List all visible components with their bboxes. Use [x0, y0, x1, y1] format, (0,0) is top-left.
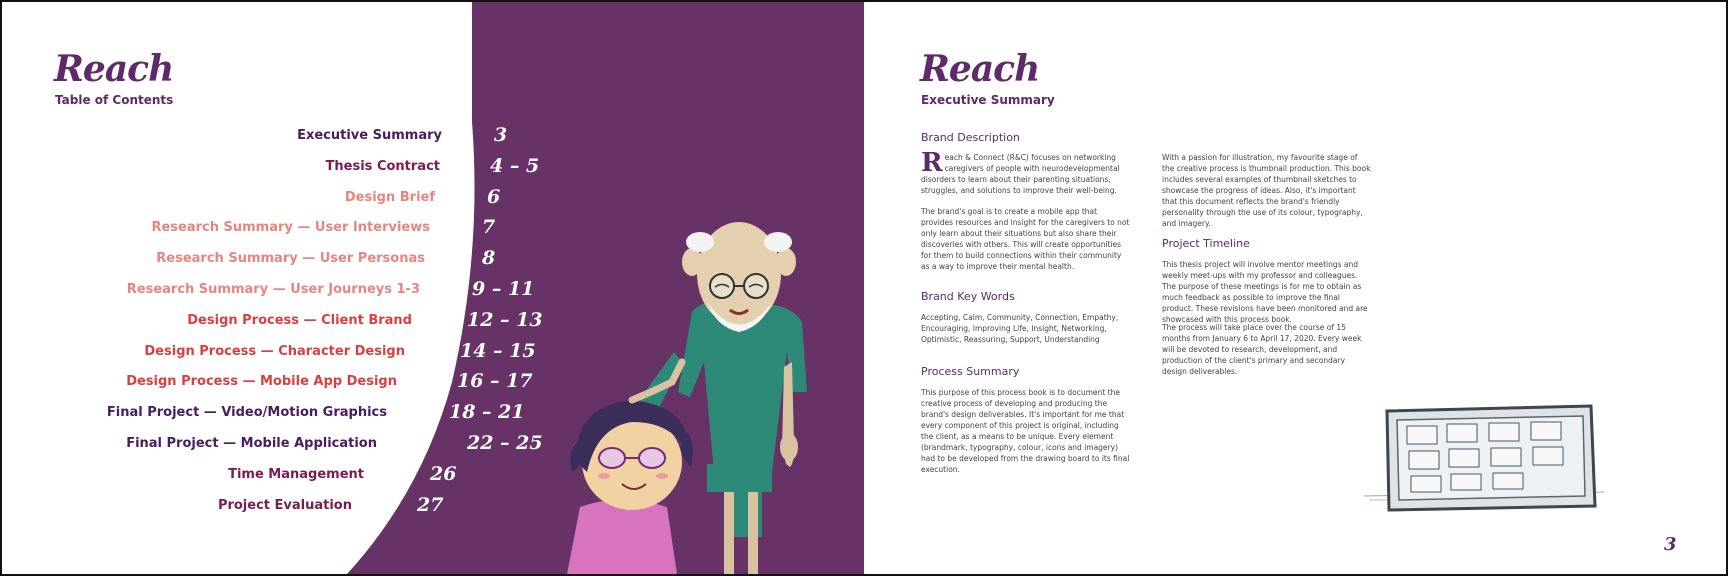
toc-entry-pages: 7 [482, 216, 496, 239]
toc-entry-pages: 4 – 5 [490, 154, 540, 177]
brand-description-paragraph-2: The brand's goal is to create a mobile app that provides resources and insight for the caregivers to not only learn about their situations but also share their discoveries with others. This will create opportunities for them to build connections within their community as a way to improve their mental health. [921, 207, 1130, 271]
toc-entry-pages: 6 [487, 185, 501, 208]
toc-entry-label: Design Process — Character Design [144, 343, 405, 359]
toc-entry-label: Final Project — Video/Motion Graphics [106, 405, 387, 421]
toc-entry-pages: 14 – 15 [460, 339, 536, 362]
toc-title: Table of Contents [55, 93, 174, 107]
right-page [864, 2, 1726, 574]
toc-entry-pages: 18 – 21 [449, 401, 525, 424]
reach-logo-right: Reach [920, 48, 1040, 90]
illustration-paragraph: With a passion for illustration, my favourite stage of the creative process is thumbnail production. This book includes several examples of thumbnail sketches to showcase the progress of ideas. Also, it's important that this document reflects the brand's friendly personality through the use of its colour, typography, and imagery. [1162, 153, 1371, 228]
page-number: 3 [1664, 534, 1677, 555]
left-page [2, 2, 864, 574]
toc-entry-label: Thesis Contract [325, 158, 440, 174]
toc-entry-label: Final Project — Mobile Application [126, 436, 377, 451]
toc-entry-pages: 3 [494, 124, 508, 146]
toc-entry-label: Project Evaluation [217, 497, 352, 513]
toc-entry-label: Research Summary — User Journeys 1-3 [126, 282, 420, 297]
brand-description-heading: Brand Description [921, 131, 1020, 144]
process-summary-text: This purpose of this process book is to document the creative process of developing and producing the brand's design deliverables. It's important for me that every component of this project is original, including the client, as a means to be unique. Every element (brandmark, typography, colour, icons and imagery) had to be developed from the drawing board to its final execution. [921, 388, 1130, 474]
brand-key-words-heading: Brand Key Words [921, 290, 1015, 303]
toc-entry-pages: 27 [417, 493, 444, 516]
brand-description-text-1: each & Connect (R&C) focuses on networking caregivers of people with neurodevelopmental disorders to learn about their parenting situations, struggles, and solutions to improve their well-being. [921, 153, 1120, 195]
toc-entry-label: Executive Summary [297, 128, 442, 143]
process-summary-heading: Process Summary [921, 365, 1020, 378]
project-timeline-heading: Project Timeline [1162, 237, 1250, 250]
toc-entry-label: Research Summary — User Interviews [151, 220, 430, 236]
toc-entry-label: Design Brief [344, 189, 435, 205]
thumbnail-board-sketch [1359, 396, 1609, 536]
toc-entry-label: Design Process — Mobile App Design [126, 374, 397, 390]
brand-description-paragraph-1 [921, 148, 1131, 196]
toc-entry-pages: 22 – 25 [467, 432, 543, 454]
executive-summary-title: Executive Summary [921, 93, 1055, 107]
project-timeline-paragraph-1: This thesis project will involve mentor meetings and weekly meet-ups with my professor and colleagues. The purpose of these meetings is for me to obtain as much feedback as possible to improve the final product. These revisions have been monitored and are showcased with this process book. [1162, 260, 1368, 324]
brand-key-words-text: Accepting, Calm, Community, Connection, Empathy, Encouraging, Improving Life, Insight, Networking, Optimistic, Reassuring, Support, Understanding [921, 313, 1119, 344]
project-timeline-paragraph-2: The process will take place over the course of 15 months from January 6 to April 17, 2020. Every week will be devoted to research, development, and production of the client's primary and secondary design deliverables. [1162, 323, 1362, 376]
toc-entry-label: Research Summary — User Personas [156, 251, 425, 267]
reach-logo: Reach [54, 48, 174, 90]
toc-entry-pages: 8 [482, 247, 496, 270]
toc-entry-label: Time Management [228, 466, 364, 482]
toc-entry-pages: 12 – 13 [467, 308, 543, 331]
toc-entry-pages: 16 – 17 [457, 370, 533, 393]
toc-entry-pages: 26 [430, 462, 457, 485]
dropcap-letter: R [921, 148, 943, 178]
toc-entry-pages: 9 – 11 [472, 278, 535, 300]
toc-entry-label: Design Process — Client Brand [187, 312, 412, 328]
